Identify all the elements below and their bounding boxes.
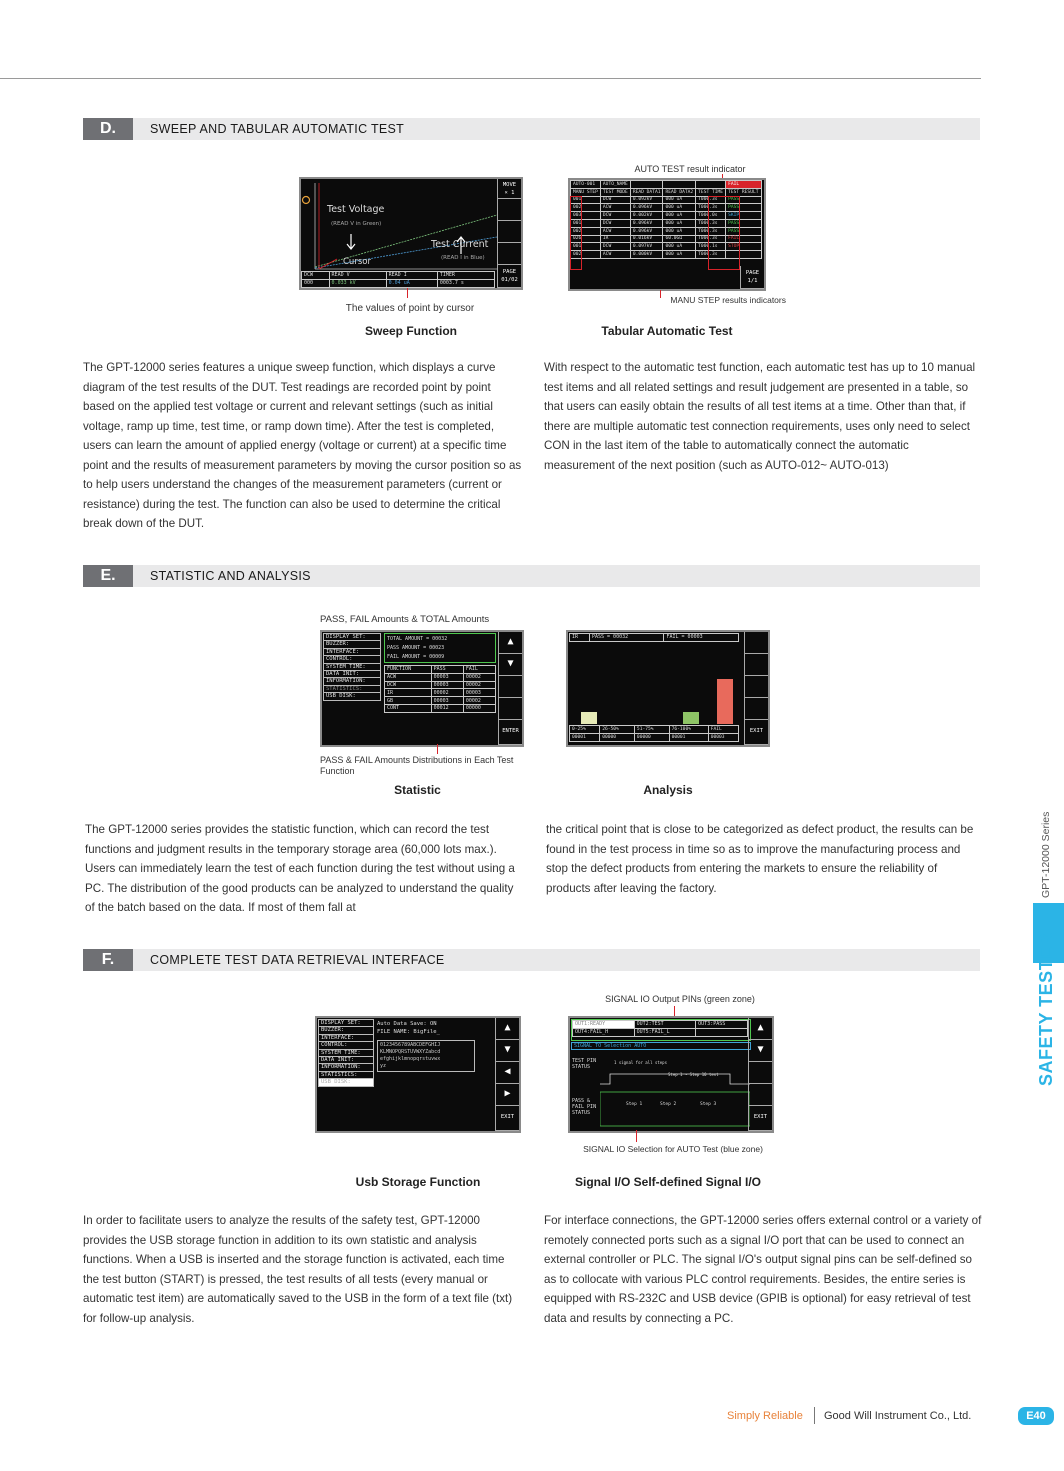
column-header: TEST RESULT bbox=[726, 188, 761, 196]
bin-count: 00001 bbox=[669, 733, 708, 741]
sweep-caption: Sweep Function bbox=[364, 324, 457, 338]
test-current-label: Test Current bbox=[431, 239, 489, 250]
page-label: PAGE bbox=[502, 269, 517, 275]
right-arrow-icon[interactable]: ▶ bbox=[495, 1084, 519, 1106]
tabular-screen bbox=[568, 178, 766, 291]
down-arrow-icon[interactable]: ▼ bbox=[498, 654, 522, 676]
cell: 002 bbox=[571, 251, 601, 259]
series-vertical-label: GPT-12000 Series bbox=[1040, 811, 1052, 898]
menu-item[interactable]: INFORMATION: bbox=[323, 677, 381, 685]
cell: 00012 bbox=[431, 704, 463, 712]
usb-screen bbox=[315, 1016, 521, 1133]
cell: AUTO-001 bbox=[571, 181, 601, 189]
function-label: IR bbox=[570, 634, 590, 642]
usb-caption: Usb Storage Function bbox=[355, 1175, 481, 1189]
bin-count: 00003 bbox=[708, 733, 738, 741]
enter-button[interactable]: ENTER bbox=[498, 720, 522, 745]
sweep-screen bbox=[299, 177, 523, 290]
section-title: COMPLETE TEST DATA RETRIEVAL INTERFACE bbox=[150, 953, 445, 967]
up-arrow-icon[interactable]: ▲ bbox=[498, 632, 522, 654]
usb-paragraph: In order to facilitate users to analyze the results of the safety test, GPT-12000 provides the USB storage function in addition to its own statistic and analysis functions. When a USB is inserted and the storage function is activated, each time the test button (START) is pressed, the test results of all tests (every manual or automatic test item) are automatically saved to the USB in the form of a text file (txt) for follow-up analysis. bbox=[83, 1214, 513, 1325]
exit-button[interactable]: EXIT bbox=[748, 1106, 772, 1131]
cell: 001 bbox=[571, 196, 601, 204]
page-label: PAGE bbox=[745, 270, 760, 276]
signal-caption: Signal I/O Self-defined Signal I/O bbox=[574, 1175, 762, 1189]
test-pin-label: TEST PIN STATUS bbox=[572, 1058, 597, 1070]
function-table bbox=[384, 665, 496, 713]
side-slot bbox=[744, 676, 768, 698]
statistic-caption: Statistic bbox=[394, 783, 441, 797]
column-header: FAIL bbox=[463, 666, 495, 674]
tabular-caption: Tabular Automatic Test bbox=[601, 324, 733, 338]
test-voltage-label: Test Voltage bbox=[327, 204, 385, 215]
character-keyboard[interactable] bbox=[377, 1040, 475, 1072]
move-button[interactable] bbox=[497, 179, 521, 199]
menu-item[interactable]: CONTROL: bbox=[318, 1041, 374, 1049]
cell: DCW bbox=[385, 681, 432, 689]
signal-bottom-note: SIGNAL IO Selection for AUTO Test (blue zone) bbox=[583, 1144, 763, 1154]
cell: 00002 bbox=[463, 697, 495, 705]
menu-item[interactable]: INFORMATION: bbox=[318, 1063, 374, 1071]
cell: 000 uA bbox=[663, 243, 696, 251]
table-row bbox=[385, 689, 496, 697]
column-header: TEST TIME bbox=[696, 188, 726, 196]
cell: 00003 bbox=[431, 673, 463, 681]
histogram-bar bbox=[581, 712, 597, 724]
cell: DCW bbox=[600, 243, 630, 251]
charset-row: 0123456789ABCDEFGHIJ bbox=[380, 1042, 441, 1048]
column-header: READ DATA1 bbox=[630, 188, 663, 196]
side-slot bbox=[748, 1062, 772, 1084]
menu-item[interactable]: BUZZER: bbox=[318, 1026, 374, 1034]
cell: DCW bbox=[600, 219, 630, 227]
total-amount: TOTAL AMOUNT = 00032 bbox=[387, 636, 448, 642]
table-row bbox=[573, 1021, 748, 1029]
section-f-header bbox=[83, 949, 980, 971]
section-d-header bbox=[83, 118, 980, 140]
bin-count: 00000 bbox=[600, 733, 635, 741]
statistic-top-note: PASS, FAIL Amounts & TOTAL Amounts bbox=[320, 614, 490, 625]
side-slot-2 bbox=[497, 199, 521, 221]
signal-screen bbox=[568, 1016, 774, 1133]
charset-row: efghijklmnopqrstuvwx bbox=[380, 1056, 441, 1062]
table-row bbox=[570, 733, 739, 741]
status-value: 0003.7 s bbox=[437, 279, 494, 287]
cell: 00003 bbox=[463, 689, 495, 697]
result-cell: PASS bbox=[726, 227, 761, 235]
pointer-line bbox=[407, 288, 408, 298]
settings-menu bbox=[318, 1019, 374, 1086]
bin-label: 51-75% bbox=[634, 726, 669, 734]
column-header: FUNCTION bbox=[385, 666, 432, 674]
cell: 000 uA bbox=[663, 204, 696, 212]
signal-top-note: SIGNAL IO Output PINs (green zone) bbox=[605, 994, 755, 1004]
page-number-badge: E40 bbox=[1018, 1407, 1054, 1425]
top-rule bbox=[0, 78, 981, 79]
menu-item[interactable]: SYSTEM TIME: bbox=[318, 1049, 374, 1057]
pin-cell[interactable]: OUT3:PASS bbox=[696, 1021, 748, 1029]
cell: DCW bbox=[600, 196, 630, 204]
footer-company: Good Will Instrument Co., Ltd. bbox=[824, 1410, 972, 1422]
menu-item[interactable]: INTERFACE: bbox=[318, 1034, 374, 1042]
menu-item[interactable]: SYSTEM TIME: bbox=[323, 663, 381, 671]
charset-row: KLMNOPQRSTUVWXYZabcd bbox=[380, 1049, 441, 1055]
statistic-bottom-note: PASS & FAIL Amounts Distributions in Each Test Function bbox=[320, 755, 514, 776]
test-current-sub: (READ I in Blue) bbox=[441, 255, 485, 261]
step-1: Step 1 bbox=[626, 1102, 643, 1107]
menu-item[interactable]: USB DISK: bbox=[323, 692, 381, 700]
cell: T000.3s bbox=[696, 204, 726, 212]
page-value: 1/1 bbox=[747, 278, 758, 284]
result-cell: PASS bbox=[726, 204, 761, 212]
menu-item[interactable]: USB DISK: bbox=[318, 1078, 374, 1086]
cell bbox=[630, 181, 663, 189]
pin-cell[interactable]: OUT2:TEST bbox=[634, 1021, 696, 1029]
left-arrow-icon[interactable]: ◀ bbox=[495, 1062, 519, 1084]
cell: 000 uA bbox=[663, 227, 696, 235]
cell: GB bbox=[385, 697, 432, 705]
cell: 026 bbox=[571, 235, 601, 243]
cell: 0.096kV bbox=[630, 219, 663, 227]
side-slot-4 bbox=[497, 243, 521, 265]
test-voltage-sub: (READ V in Green) bbox=[331, 221, 382, 227]
statistic-screen bbox=[320, 630, 524, 747]
menu-item[interactable]: STATISTICS: bbox=[323, 685, 381, 693]
cell: 000 uA bbox=[663, 196, 696, 204]
status-value: 0.033 kV bbox=[329, 279, 386, 287]
cell: 001 bbox=[571, 219, 601, 227]
settings-menu bbox=[323, 633, 381, 700]
usb-settings bbox=[377, 1020, 440, 1036]
cell: 000 uA bbox=[663, 219, 696, 227]
auto-save-line: Auto Data Save: ON bbox=[377, 1021, 437, 1027]
cell: T000.0s bbox=[696, 212, 726, 220]
bin-label: FAIL bbox=[708, 726, 738, 734]
auto-test-indicator-note: AUTO TEST result indicator bbox=[634, 164, 746, 174]
sweep-note: The values of point by cursor bbox=[345, 303, 475, 314]
charset-row: yz bbox=[380, 1063, 387, 1069]
table-row bbox=[385, 673, 496, 681]
result-cell: PASS bbox=[726, 219, 761, 227]
cell: ACW bbox=[385, 673, 432, 681]
status-header: TIMER bbox=[437, 272, 494, 280]
cell: 002 bbox=[571, 227, 601, 235]
bin-label: 76-100% bbox=[669, 726, 708, 734]
cell bbox=[663, 181, 696, 189]
analysis-bar-chart bbox=[569, 644, 739, 724]
pin-cell[interactable]: OUT1:READY bbox=[573, 1021, 635, 1029]
totals-box bbox=[384, 633, 496, 663]
cell: ACW bbox=[600, 251, 630, 259]
histogram-bar bbox=[683, 712, 699, 724]
step-2: Step 2 bbox=[660, 1102, 677, 1107]
cell: T000.3s bbox=[696, 251, 726, 259]
side-slot bbox=[498, 676, 522, 698]
status-header: READ I bbox=[386, 272, 437, 280]
cell: AUTO_NAME bbox=[600, 181, 630, 189]
menu-item[interactable]: DATA INIT: bbox=[318, 1056, 374, 1064]
table-row bbox=[385, 666, 496, 674]
auto-result-cell: FAIL bbox=[726, 181, 761, 189]
bin-count: 00000 bbox=[634, 733, 669, 741]
cell: IR bbox=[385, 689, 432, 697]
bin-count: 00001 bbox=[570, 733, 600, 741]
signal-timing-diagram bbox=[600, 1058, 750, 1128]
menu-item[interactable]: CONTROL: bbox=[323, 655, 381, 663]
cell: 0.002kV bbox=[630, 212, 663, 220]
status-header: READ V bbox=[329, 272, 386, 280]
cell: 00003 bbox=[431, 681, 463, 689]
cell: 0.096kV bbox=[630, 204, 663, 212]
status-header: DCW bbox=[302, 272, 330, 280]
statistic-paragraph: The GPT-12000 series provides the statistic function, which can record the test functions and judgment results in the temporary storage area (60,000 lots max.). Users can immediately learn the test of each function during the test without using a PC. The distribution of the good products can be analyzed to understand the quality of the batch based on the data. If most of them fall at bbox=[85, 823, 515, 914]
column-header: READ DATA2 bbox=[663, 188, 696, 196]
side-slot bbox=[744, 698, 768, 720]
cell: 60.0GΩ bbox=[663, 235, 696, 243]
section-title: STATISTIC AND ANALYSIS bbox=[150, 569, 311, 583]
cell: ACW bbox=[600, 204, 630, 212]
pointer-line bbox=[437, 744, 438, 754]
cell: 0.016kV bbox=[630, 235, 663, 243]
cell: 000 uA bbox=[663, 212, 696, 220]
analysis-screen bbox=[566, 630, 770, 747]
cell: 00000 bbox=[463, 704, 495, 712]
cell: IR bbox=[600, 235, 630, 243]
cell: DCW bbox=[600, 212, 630, 220]
cell: 000 uA bbox=[663, 251, 696, 259]
file-name-line: FILE NAME: BigFile_ bbox=[377, 1029, 440, 1035]
step-highlight bbox=[570, 196, 582, 270]
result-cell: PASS bbox=[726, 196, 761, 204]
page-button[interactable] bbox=[497, 265, 521, 288]
bin-label: 0-25% bbox=[570, 726, 600, 734]
move-label: MOVE bbox=[502, 182, 517, 188]
side-slot bbox=[748, 1084, 772, 1106]
footer-divider bbox=[814, 1407, 815, 1424]
side-slot bbox=[498, 698, 522, 720]
up-arrow-icon[interactable]: ▲ bbox=[495, 1018, 519, 1040]
result-cell: FAIL bbox=[726, 235, 761, 243]
table-row bbox=[573, 1028, 748, 1036]
cell: ACW bbox=[600, 227, 630, 235]
cursor-label: Cursor bbox=[343, 257, 371, 267]
histogram-bar bbox=[717, 679, 733, 724]
cell: 00002 bbox=[463, 681, 495, 689]
table-row bbox=[302, 279, 495, 287]
result-cell: STOP bbox=[726, 243, 761, 251]
exit-button[interactable]: EXIT bbox=[495, 1106, 519, 1131]
status-value: 0.04 uA bbox=[386, 279, 437, 287]
category-vertical-label: SAFETY TESTER bbox=[1036, 932, 1056, 1086]
result-cell: SKIP bbox=[726, 212, 761, 220]
test-pin-note-2: Step 1 ~ Step 10 test bbox=[668, 1072, 719, 1077]
cell: T000.3s bbox=[696, 219, 726, 227]
analysis-bins bbox=[569, 725, 739, 742]
page-button[interactable] bbox=[740, 266, 764, 289]
cell: 0.000kV bbox=[630, 251, 663, 259]
section-e-header bbox=[83, 565, 980, 587]
section-letter: D. bbox=[83, 118, 133, 140]
page-value: 01/02 bbox=[501, 277, 518, 283]
sweep-paragraph: The GPT-12000 series features a unique sweep function, which displays a curve diagram of the test results of the DUT. Test readings are recorded point by point based on the applied test voltage or current and relevant settings (such as initial voltage, ramp up time, test time, or ramp down time). After the test is completed, users can learn the amount of applied energy (voltage or current) at a specific time point and the results of measurement parameters by moving the cursor position so as to help users understand the changes of the measurement parameters (current or resistance) during the test. The function can also be used to determine the critical break down of the DUT. bbox=[83, 361, 522, 530]
fail-label: FAIL = 00003 bbox=[664, 634, 739, 642]
output-pins-table bbox=[572, 1020, 748, 1037]
manu-step-note: MANU STEP results indicators bbox=[670, 295, 786, 305]
cell: T000.1s bbox=[696, 243, 726, 251]
cell: T000.3s bbox=[696, 196, 726, 204]
cell: T000.3s bbox=[696, 235, 726, 243]
menu-item[interactable]: BUZZER: bbox=[323, 640, 381, 648]
column-header: PASS bbox=[431, 666, 463, 674]
side-slot bbox=[744, 654, 768, 676]
pass-amount: PASS AMOUNT = 00023 bbox=[387, 645, 445, 651]
result-highlight bbox=[708, 196, 740, 270]
side-slot-3 bbox=[497, 221, 521, 243]
pin-cell[interactable]: OUT5:FAIL_L bbox=[634, 1028, 696, 1036]
table-row bbox=[570, 634, 739, 642]
down-arrow-icon[interactable]: ▼ bbox=[748, 1040, 772, 1062]
menu-item[interactable]: DISPLAY SET: bbox=[318, 1019, 374, 1027]
column-header: TEST MODE bbox=[600, 188, 630, 196]
table-row bbox=[571, 181, 762, 189]
section-letter: E. bbox=[83, 565, 133, 587]
table-row bbox=[571, 188, 762, 196]
cell: 00002 bbox=[463, 673, 495, 681]
cell bbox=[696, 181, 726, 189]
exit-button[interactable]: EXIT bbox=[744, 720, 768, 745]
cell: 0.097kV bbox=[630, 243, 663, 251]
pass-label: PASS = 00032 bbox=[589, 634, 664, 642]
cell: 002 bbox=[571, 204, 601, 212]
footer-brand: Simply Reliable bbox=[727, 1410, 803, 1422]
signal-selection[interactable]: SIGNAL TO Selection AUTO bbox=[571, 1042, 751, 1050]
status-value: 000 bbox=[302, 279, 330, 287]
menu-item[interactable]: STATISTICS: bbox=[318, 1071, 374, 1079]
section-title: SWEEP AND TABULAR AUTOMATIC TEST bbox=[150, 122, 405, 136]
move-value: × 1 bbox=[504, 190, 515, 196]
pointer-line bbox=[636, 1130, 637, 1142]
table-row bbox=[385, 681, 496, 689]
cell: 003 bbox=[571, 212, 601, 220]
menu-item[interactable]: INTERFACE: bbox=[323, 648, 381, 656]
menu-item[interactable]: DATA INIT: bbox=[323, 670, 381, 678]
side-slot bbox=[744, 632, 768, 654]
analysis-header bbox=[569, 633, 739, 642]
table-row bbox=[385, 704, 496, 712]
up-arrow-icon[interactable]: ▲ bbox=[748, 1018, 772, 1040]
cell: 001 bbox=[571, 243, 601, 251]
cell: 0.092kV bbox=[630, 196, 663, 204]
section-letter: F. bbox=[83, 949, 133, 971]
pin-cell[interactable]: OUT4:FAIL_H bbox=[573, 1028, 635, 1036]
sweep-status-table bbox=[301, 271, 495, 288]
menu-item[interactable]: DISPLAY SET: bbox=[323, 633, 381, 641]
cell: T000.3s bbox=[696, 227, 726, 235]
fail-amount: FAIL AMOUNT = 00009 bbox=[387, 654, 445, 660]
pass-fail-pin-label: PASS & FAIL PIN STATUS bbox=[572, 1098, 597, 1116]
analysis-caption: Analysis bbox=[643, 783, 693, 797]
column-header: MANU STEP bbox=[571, 188, 601, 196]
down-arrow-icon[interactable]: ▼ bbox=[495, 1040, 519, 1062]
cell: 0.096kV bbox=[630, 227, 663, 235]
signal-paragraph: For interface connections, the GPT-12000 series offers external control or a variety of remotely connected ports such as a signal I/O port that can be used to connect an external controller or PLC. The signal I/O's output signal pins can be self-defined so as to collocate with various PLC control requirements. Besides, the entire series is equipped with RS-232C and USB device (GPIB is optional) for easy retrieval of test data and results by connecting a PC. bbox=[544, 1214, 982, 1325]
table-row bbox=[570, 726, 739, 734]
cell: CONT bbox=[385, 704, 432, 712]
table-row bbox=[302, 272, 495, 280]
cell: 00003 bbox=[431, 697, 463, 705]
analysis-paragraph: the critical point that is close to be categorized as defect product, the results can be found in the test process in time so as to improve the manufacturing process and stop the defect products from entering the markets to ensure the reliability of products after leaving the factory. bbox=[546, 823, 974, 895]
test-pin-note: 1 signal for all steps bbox=[614, 1060, 667, 1065]
step-3: Step 3 bbox=[700, 1102, 717, 1107]
bin-label: 26-50% bbox=[600, 726, 635, 734]
tabular-paragraph: With respect to the automatic test function, each automatic test has up to 10 manual test items and all related settings and result judgement are presented in a table, so that users can easily obtain the results of all test items at a time. Other than that, if there are multiple automatic test connection requirements, uses only need to select CON in the last item of the table to automatically connect the automatic measurement of the next position (such as AUTO-012~ AUTO-013) bbox=[544, 361, 976, 472]
table-row bbox=[385, 697, 496, 705]
cell: 00002 bbox=[431, 689, 463, 697]
